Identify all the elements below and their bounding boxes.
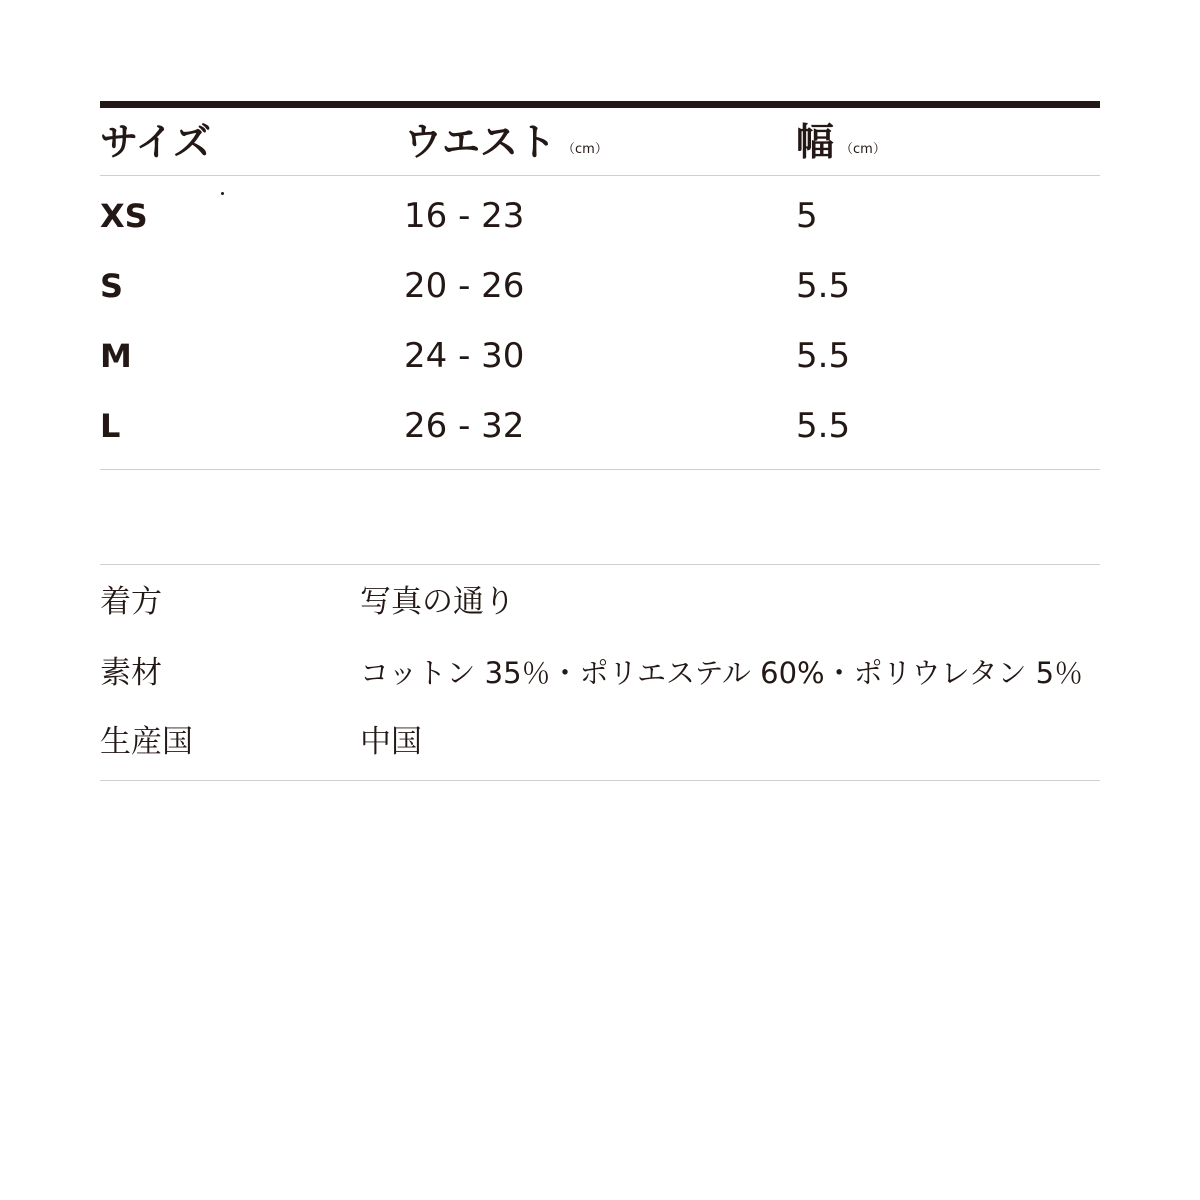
table-row-m-waist: 24 - 30 [404,336,525,376]
detail-value-origin: 中国 [360,724,422,760]
table-row-l-width: 5.5 [796,406,851,446]
table-row-m-width: 5.5 [796,336,851,376]
table-row-l-size: L [100,407,121,445]
table-row-s-size: S [100,267,124,305]
table-row-xs-waist: 16 - 23 [404,196,525,236]
header-waist-label: ウエスト [404,120,557,164]
details-top-rule [100,564,1100,565]
table-bottom-rule [100,469,1100,470]
header-size: サイズ [100,120,211,164]
header-divider [100,175,1100,176]
header-width-label: 幅 [796,120,835,164]
header-waist [404,118,608,174]
detail-label-material: 素材 [100,655,162,691]
header-waist-unit: （cm） [562,142,608,157]
table-row-m-size: M [100,337,132,375]
table-row-s-width: 5.5 [796,266,851,306]
detail-value-wearing: 写真の通り [360,584,515,620]
detail-value-material: コットン 35％・ポリエステル 60%・ポリウレタン 5％ [360,656,1084,690]
table-row-xs-size: XS [100,197,148,235]
detail-label-origin: 生産国 [100,724,193,760]
detail-label-wearing: 着方 [100,584,162,620]
table-top-rule [100,101,1100,108]
header-width [796,118,886,174]
stray-dot [221,192,224,195]
table-row-l-waist: 26 - 32 [404,406,525,446]
table-row-xs-width: 5 [796,196,818,236]
details-bottom-rule [100,780,1100,781]
header-width-unit: （cm） [840,142,886,157]
table-row-s-waist: 20 - 26 [404,266,525,306]
